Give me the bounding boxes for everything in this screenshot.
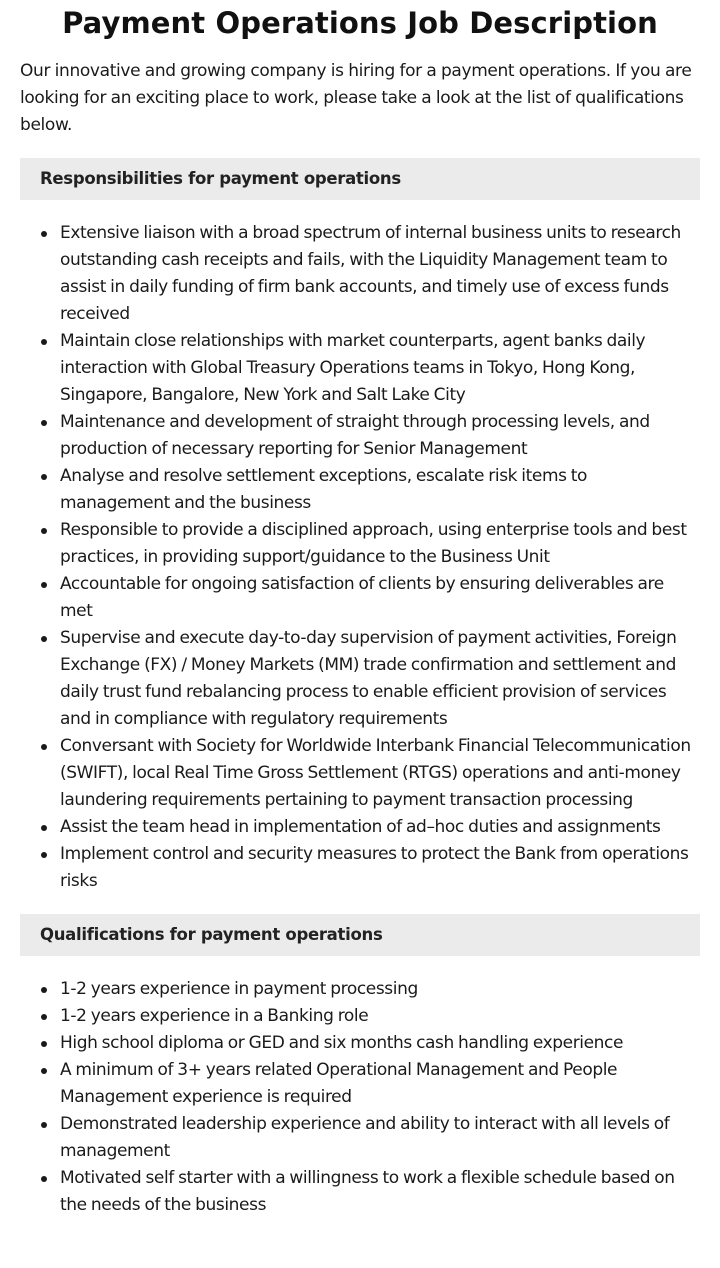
list-item-text: Assist the team head in implementation of ad–hoc duties and assignments (60, 817, 661, 837)
bullet-icon (41, 1014, 47, 1020)
responsibilities-list (20, 220, 700, 895)
bullet-icon (41, 420, 47, 426)
responsibility-item (20, 220, 700, 328)
list-item-text: Maintain close relationships with market counterparts, agent banks daily interaction with Global Treasury Operations teams in Tokyo, Hong Kong, Singapore, Bangalore, New York and Salt Lake City (60, 331, 646, 405)
responsibility-item (20, 409, 700, 463)
list-item-text: Motivated self starter with a willingness to work a flexible schedule based on the needs of the business (60, 1168, 675, 1215)
bullet-icon (41, 528, 47, 534)
list-item-text: High school diploma or GED and six months cash handling experience (60, 1033, 624, 1053)
qualification-item (20, 1030, 700, 1057)
bullet-icon (41, 744, 47, 750)
list-item-text: Demonstrated leadership experience and ability to interact with all levels of management (60, 1114, 670, 1161)
bullet-icon (41, 474, 47, 480)
list-item-text: 1-2 years experience in a Banking role (60, 1006, 369, 1026)
bullet-icon (41, 636, 47, 642)
responsibility-item (20, 625, 700, 733)
responsibility-item (20, 733, 700, 814)
bullet-icon (41, 1122, 47, 1128)
qualifications-heading: Qualifications for payment operations (20, 914, 700, 956)
qualification-item (20, 1057, 700, 1111)
qualification-item (20, 1003, 700, 1030)
list-item-text: 1-2 years experience in payment processing (60, 979, 418, 999)
qualification-item (20, 1111, 700, 1165)
responsibilities-heading: Responsibilities for payment operations (20, 158, 700, 200)
bullet-icon (41, 582, 47, 588)
bullet-icon (41, 231, 47, 237)
list-item-text: Maintenance and development of straight through processing levels, and production of necessary reporting for Senior Management (60, 412, 650, 459)
responsibility-item (20, 814, 700, 841)
qualification-item (20, 976, 700, 1003)
bullet-icon (41, 825, 47, 831)
list-item-text: Analyse and resolve settlement exceptions, escalate risk items to management and the business (60, 466, 588, 513)
responsibility-item (20, 328, 700, 409)
list-item-text: Conversant with Society for Worldwide Interbank Financial Telecommunication (SWIFT), local Real Time Gross Settlement (RTGS) operations and anti-money laundering requirements pertaining to payment transaction processing (60, 736, 691, 810)
list-item-text: A minimum of 3+ years related Operational Management and People Management experience is required (60, 1060, 618, 1107)
intro-paragraph: Our innovative and growing company is hiring for a payment operations. If you are looking for an exciting place to work, please take a look at the list of qualifications below. (20, 61, 692, 135)
list-item-text: Extensive liaison with a broad spectrum of internal business units to research outstanding cash receipts and fails, with the Liquidity Management team to assist in daily funding of firm bank accounts, and timely use of excess funds received (60, 223, 681, 324)
page-title: Payment Operations Job Description (62, 6, 658, 40)
list-item-text: Responsible to provide a disciplined approach, using enterprise tools and best practices, in providing support/guidance to the Business Unit (60, 520, 687, 567)
bullet-icon (41, 1041, 47, 1047)
bullet-icon (41, 1176, 47, 1182)
responsibility-item (20, 517, 700, 571)
bullet-icon (41, 987, 47, 993)
bullet-icon (41, 339, 47, 345)
list-item-text: Implement control and security measures to protect the Bank from operations risks (60, 844, 689, 891)
responsibility-item (20, 571, 700, 625)
responsibility-item (20, 463, 700, 517)
qualification-item (20, 1165, 700, 1219)
bullet-icon (41, 852, 47, 858)
bullet-icon (41, 1068, 47, 1074)
qualifications-list (20, 976, 700, 1219)
list-item-text: Accountable for ongoing satisfaction of clients by ensuring deliverables are met (60, 574, 664, 621)
list-item-text: Supervise and execute day-to-day supervision of payment activities, Foreign Exchange (FX) / Money Markets (MM) trade confirmation and settlement and daily trust fund rebalancing process to enable efficient provision of services and in compliance with regulatory requirements (60, 628, 677, 729)
responsibility-item (20, 841, 700, 895)
